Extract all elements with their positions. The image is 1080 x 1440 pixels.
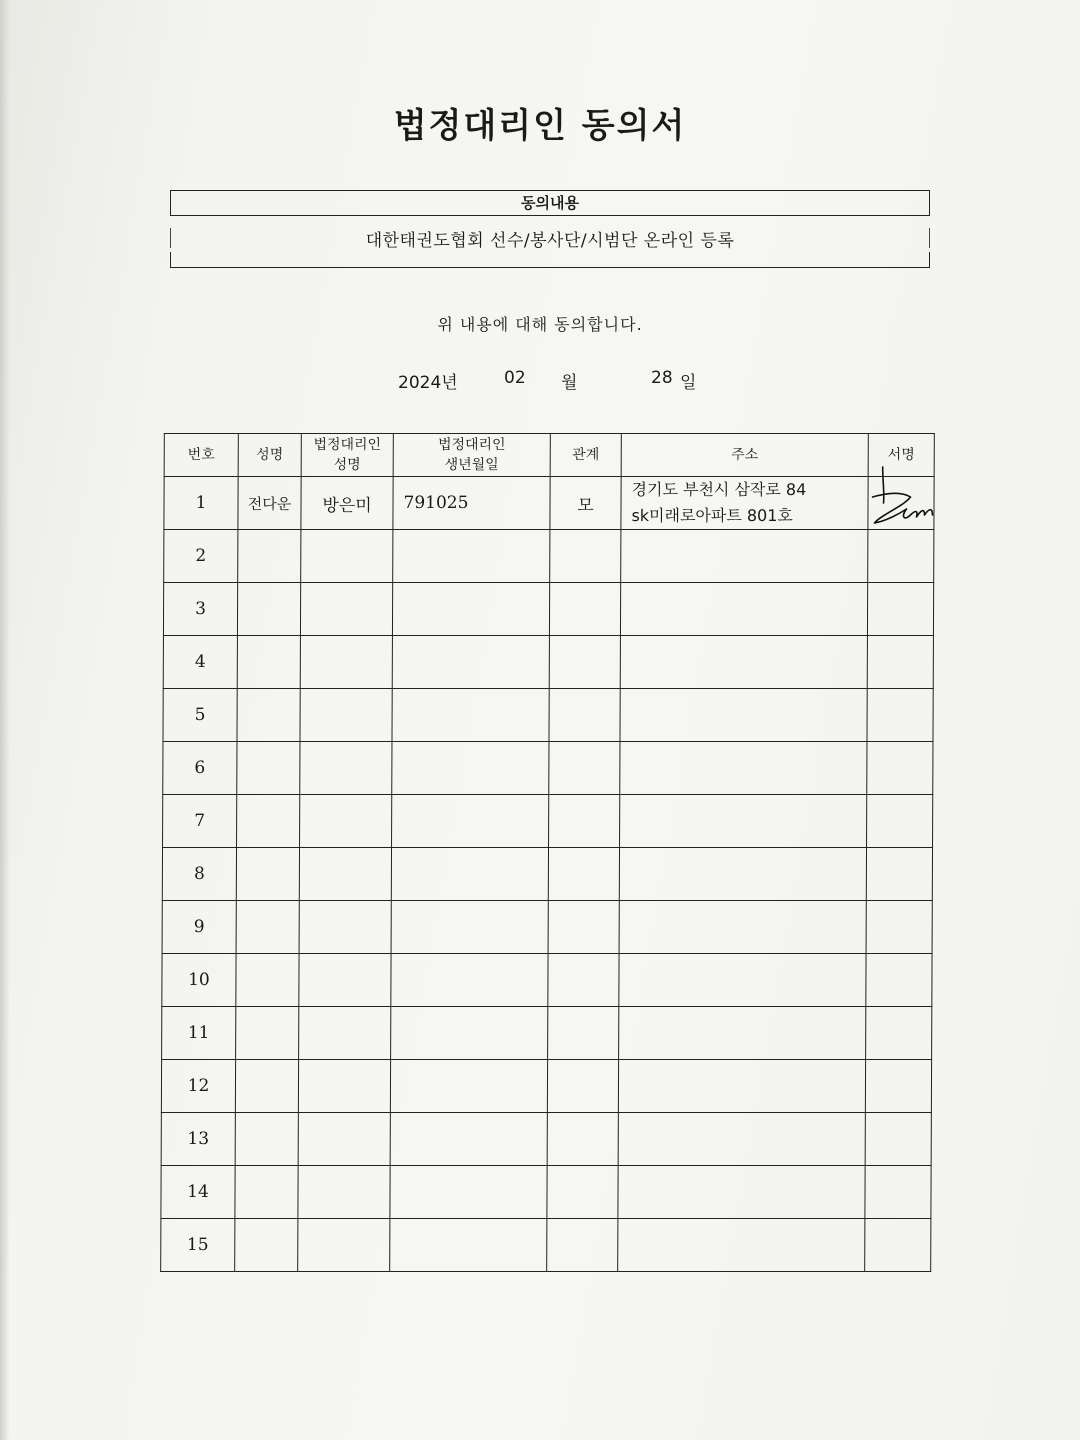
row-number: 14	[161, 1166, 235, 1219]
row-address	[619, 1007, 866, 1060]
consent-section	[170, 190, 930, 278]
row-address	[619, 901, 866, 954]
row-name	[235, 1166, 298, 1219]
header-signature: 서명	[868, 434, 934, 477]
header-relation: 관계	[550, 434, 621, 477]
row-relation	[550, 530, 621, 583]
row-signature	[866, 954, 932, 1007]
row-guardian-birth	[390, 1113, 547, 1166]
row-number: 10	[162, 954, 236, 1007]
row-guardian-name	[299, 1007, 391, 1060]
consent-body: 대한태권도협회 선수/봉사단/시범단 온라인 등록	[365, 231, 735, 251]
row-address	[618, 1060, 865, 1113]
row-relation	[549, 689, 620, 742]
row-guardian-birth	[392, 795, 549, 848]
row-address	[618, 1166, 865, 1219]
row-address	[621, 530, 868, 583]
row-guardian-birth	[392, 636, 549, 689]
row-number: 2	[164, 530, 238, 583]
row-relation	[547, 1166, 618, 1219]
row-name	[237, 689, 300, 742]
row-guardian-name	[298, 1166, 390, 1219]
row-number: 12	[161, 1060, 235, 1113]
row-guardian-name	[299, 848, 391, 901]
row-relation	[549, 583, 620, 636]
date-line	[0, 368, 1080, 394]
row-guardian-name	[298, 1060, 390, 1113]
row-name	[236, 848, 299, 901]
date-day-unit: 일	[680, 373, 697, 393]
row-guardian-name	[299, 901, 391, 954]
row-guardian-birth	[391, 848, 548, 901]
row-address	[619, 954, 866, 1007]
date-year: 2024년	[398, 373, 458, 393]
row-relation	[549, 742, 620, 795]
address-line-2: sk미래로아파트 801호	[631, 506, 793, 525]
row-name	[235, 1060, 298, 1113]
row-address	[620, 795, 867, 848]
table-row	[162, 901, 932, 954]
row-number: 9	[162, 901, 236, 954]
header-name: 성명	[238, 434, 301, 477]
row-address	[620, 636, 867, 689]
table-row	[162, 848, 932, 901]
date-day-value: 28	[651, 368, 673, 388]
row-guardian-name	[300, 689, 392, 742]
row-guardian-name	[300, 742, 392, 795]
row-name	[235, 1113, 298, 1166]
row-number: 13	[161, 1113, 235, 1166]
row-name	[236, 954, 299, 1007]
row-guardian-name	[298, 1219, 390, 1272]
table-row	[164, 477, 934, 530]
table-row	[161, 1060, 931, 1113]
date-month-unit: 월	[561, 373, 578, 393]
row-relation: 모	[550, 477, 621, 530]
row-address	[620, 689, 867, 742]
table-row	[162, 954, 932, 1007]
row-guardian-birth	[392, 689, 549, 742]
row-signature	[865, 1113, 931, 1166]
row-guardian-name	[298, 1113, 390, 1166]
row-guardian-birth	[391, 954, 548, 1007]
row-name	[237, 795, 300, 848]
row-signature	[867, 636, 933, 689]
row-number: 3	[163, 583, 237, 636]
row-guardian-birth	[393, 530, 550, 583]
row-guardian-name	[300, 636, 392, 689]
row-relation	[549, 795, 620, 848]
row-guardian-name: 방은미	[301, 477, 393, 530]
row-signature	[868, 530, 934, 583]
row-guardian-birth	[391, 901, 548, 954]
row-signature	[867, 742, 933, 795]
header-address: 주소	[621, 434, 868, 477]
row-relation	[547, 1113, 618, 1166]
row-signature	[868, 477, 934, 530]
table-row	[161, 1219, 931, 1272]
table-row	[161, 1113, 931, 1166]
row-address	[618, 1219, 865, 1272]
consent-bottom-border	[170, 252, 930, 268]
table-row	[163, 689, 933, 742]
document-title: 법정대리인 동의서	[393, 106, 687, 146]
row-guardian-birth	[391, 1007, 548, 1060]
row-name: 전다운	[238, 477, 301, 530]
row-relation	[549, 636, 620, 689]
row-guardian-name	[301, 530, 393, 583]
row-signature	[865, 1060, 931, 1113]
table-header-row	[164, 434, 934, 477]
row-guardian-birth	[390, 1219, 547, 1272]
row-signature	[866, 1007, 932, 1060]
row-relation	[547, 1060, 618, 1113]
date-month-value: 02	[504, 368, 526, 388]
row-name	[235, 1219, 298, 1272]
row-guardian-name	[299, 954, 391, 1007]
row-relation	[548, 901, 619, 954]
row-number: 11	[162, 1007, 236, 1060]
row-signature	[865, 1166, 931, 1219]
row-guardian-birth: 791025	[393, 477, 550, 530]
row-number: 1	[164, 477, 238, 530]
row-signature	[867, 795, 933, 848]
row-guardian-birth	[390, 1166, 547, 1219]
header-guardian-birth: 법정대리인 생년월일	[393, 434, 550, 477]
row-name	[237, 583, 300, 636]
table-row	[164, 530, 934, 583]
table-body	[161, 477, 934, 1272]
table-row	[163, 795, 933, 848]
address-line-1: 경기도 부천시 삼작로 84	[631, 480, 807, 499]
row-signature	[866, 848, 932, 901]
row-name	[236, 1007, 299, 1060]
row-address	[618, 1113, 865, 1166]
row-guardian-birth	[392, 583, 549, 636]
row-address	[619, 848, 866, 901]
row-number: 6	[163, 742, 237, 795]
row-relation	[548, 848, 619, 901]
row-number: 8	[162, 848, 236, 901]
row-address	[621, 477, 868, 530]
row-guardian-name	[300, 795, 392, 848]
header-number: 번호	[164, 434, 238, 477]
row-signature	[866, 901, 932, 954]
table-row	[163, 742, 933, 795]
row-signature	[867, 689, 933, 742]
row-number: 15	[161, 1219, 235, 1272]
row-name	[236, 901, 299, 954]
row-name	[237, 636, 300, 689]
row-guardian-birth	[390, 1060, 547, 1113]
row-number: 7	[163, 795, 237, 848]
row-signature	[867, 583, 933, 636]
row-number: 4	[163, 636, 237, 689]
handwritten-signature	[866, 463, 938, 535]
row-name	[238, 530, 301, 583]
row-address	[620, 742, 867, 795]
row-guardian-birth	[392, 742, 549, 795]
table-row	[162, 1007, 932, 1060]
row-signature	[865, 1219, 931, 1272]
row-relation	[548, 1007, 619, 1060]
row-name	[237, 742, 300, 795]
consent-header: 동의내용	[170, 190, 930, 216]
header-guardian-name: 법정대리인 성명	[301, 434, 393, 477]
row-guardian-name	[300, 583, 392, 636]
consent-table	[160, 433, 935, 1272]
table-row	[163, 636, 933, 689]
row-number: 5	[163, 689, 237, 742]
row-address	[620, 583, 867, 636]
agree-statement: 위 내용에 대해 동의합니다.	[437, 315, 643, 334]
table-row	[163, 583, 933, 636]
row-relation	[548, 954, 619, 1007]
row-relation	[547, 1219, 618, 1272]
table-row	[161, 1166, 931, 1219]
